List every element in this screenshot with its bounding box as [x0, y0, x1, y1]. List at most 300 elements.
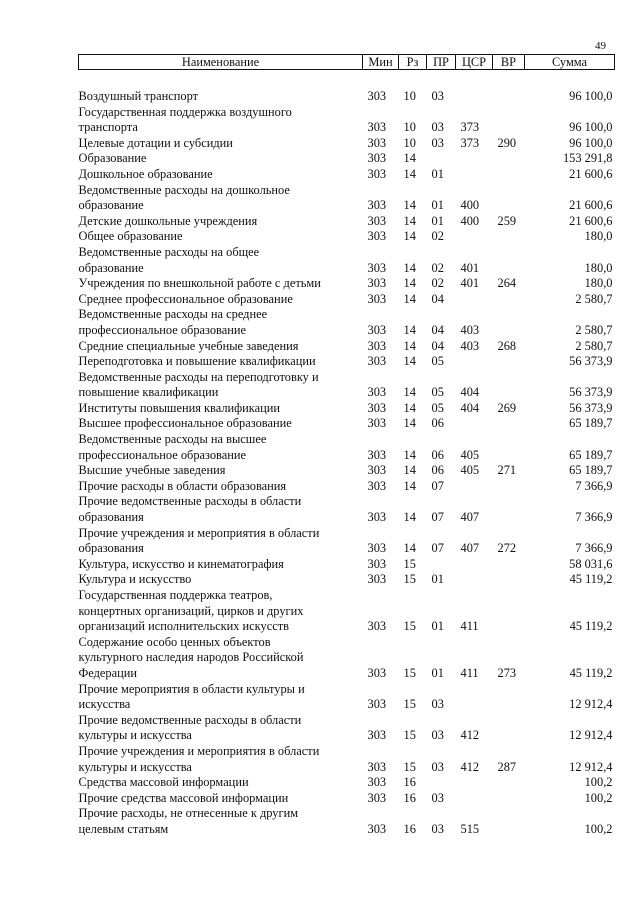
- cell-sum: 100,2: [584, 821, 613, 836]
- table-row: [79, 339, 615, 355]
- cell-sum: 65 189,7: [569, 447, 613, 462]
- cell-pr: 01: [431, 665, 444, 680]
- cell-pr: 03: [431, 790, 444, 805]
- name-line: Детские дошкольные учреждения: [78, 213, 258, 228]
- cell-sum: 56 373,9: [569, 400, 613, 415]
- table-row: [79, 479, 615, 495]
- cell-csr: [456, 682, 493, 713]
- cell-pr: 01: [431, 619, 444, 634]
- cell-sum: 96 100,0: [569, 120, 613, 135]
- cell-csr: 403: [460, 338, 480, 353]
- header-pr: ПР: [427, 55, 456, 70]
- cell-csr: [456, 791, 493, 807]
- cell-sum: 100,2: [584, 775, 613, 790]
- name-line: Прочие учреждения и мероприятия в области: [78, 743, 320, 758]
- cell-pr: [427, 775, 456, 791]
- cell-name: [79, 588, 363, 635]
- cell-vr: 272: [497, 541, 517, 556]
- table-row: [79, 151, 615, 167]
- cell-name: [79, 214, 363, 230]
- cell-vr: [493, 682, 525, 713]
- table-row: [79, 416, 615, 432]
- table-row: [79, 136, 615, 152]
- cell-pr: 04: [431, 291, 444, 306]
- table-row: [79, 245, 615, 276]
- cell-min: 303: [367, 790, 387, 805]
- cell-vr: 269: [497, 400, 517, 415]
- cell-name: [79, 183, 363, 214]
- cell-pr: [427, 151, 456, 167]
- name-line: Содержание особо ценных объектов: [78, 634, 271, 649]
- cell-rz: 14: [403, 463, 416, 478]
- cell-pr: 07: [431, 510, 444, 525]
- name-line: Ведомственные расходы на общее: [78, 244, 260, 259]
- cell-csr: [456, 354, 493, 370]
- cell-min: 303: [367, 416, 387, 431]
- cell-name: [79, 791, 363, 807]
- table-row: [79, 401, 615, 417]
- cell-csr: [456, 292, 493, 308]
- cell-pr: [427, 557, 456, 573]
- cell-vr: [493, 479, 525, 495]
- cell-rz: 14: [403, 229, 416, 244]
- cell-vr: [493, 572, 525, 588]
- cell-csr: [456, 416, 493, 432]
- cell-rz: 14: [403, 400, 416, 415]
- cell-name: [79, 276, 363, 292]
- cell-vr: 259: [497, 213, 517, 228]
- header-csr: ЦСР: [456, 55, 493, 70]
- table-row: [79, 806, 615, 837]
- name-line: Воздушный транспорт: [78, 89, 199, 103]
- cell-min: 303: [367, 665, 387, 680]
- cell-sum: 180,0: [584, 276, 613, 291]
- cell-rz: 14: [403, 338, 416, 353]
- cell-pr: 03: [431, 728, 444, 743]
- cell-sum: 21 600,6: [569, 213, 613, 228]
- table-row: [79, 276, 615, 292]
- cell-rz: 14: [403, 151, 416, 166]
- cell-pr: 07: [431, 541, 444, 556]
- cell-pr: 06: [431, 463, 444, 478]
- cell-rz: 14: [403, 385, 416, 400]
- name-line: Прочие учреждения и мероприятия в области: [78, 525, 320, 540]
- name-line: Прочие расходы в области образования: [78, 478, 287, 493]
- cell-vr: 271: [497, 463, 517, 478]
- cell-pr: 03: [431, 89, 444, 103]
- table-row: [79, 292, 615, 308]
- cell-min: 303: [367, 697, 387, 712]
- cell-rz: 14: [403, 166, 416, 181]
- cell-min: 303: [367, 229, 387, 244]
- cell-vr: [493, 245, 525, 276]
- cell-name: [79, 463, 363, 479]
- table-row: [79, 744, 615, 775]
- cell-rz: 15: [403, 697, 416, 712]
- cell-csr: 400: [460, 198, 480, 213]
- name-line: организаций исполнительских искусств: [78, 619, 289, 634]
- cell-csr: 405: [460, 447, 480, 462]
- cell-pr: 03: [431, 120, 444, 135]
- name-line: транспорта: [78, 120, 138, 135]
- cell-vr: [493, 307, 525, 338]
- cell-vr: [493, 105, 525, 136]
- cell-min: 303: [367, 338, 387, 353]
- cell-name: [79, 416, 363, 432]
- table-row: [79, 89, 615, 105]
- cell-min: 303: [367, 759, 387, 774]
- table-row: [79, 635, 615, 682]
- cell-rz: 14: [403, 291, 416, 306]
- cell-vr: [493, 354, 525, 370]
- cell-vr: [493, 775, 525, 791]
- cell-name: [79, 479, 363, 495]
- name-line: Ведомственные расходы на переподготовку и: [78, 369, 319, 384]
- header-vr: ВР: [493, 55, 525, 70]
- name-line: Ведомственные расходы на дошкольное: [78, 182, 290, 197]
- cell-rz: 14: [403, 260, 416, 275]
- table-row: [79, 370, 615, 401]
- cell-sum: 56 373,9: [569, 354, 613, 369]
- cell-vr: [493, 167, 525, 183]
- cell-rz: 16: [403, 790, 416, 805]
- cell-vr: [493, 432, 525, 463]
- name-line: культуры и искусства: [78, 728, 192, 743]
- cell-csr: 401: [460, 260, 480, 275]
- table-row: [79, 791, 615, 807]
- cell-min: 303: [367, 291, 387, 306]
- cell-name: [79, 136, 363, 152]
- table-body: [79, 70, 615, 838]
- cell-rz: 14: [403, 416, 416, 431]
- cell-csr: 411: [460, 665, 479, 680]
- name-line: целевым статьям: [78, 821, 169, 836]
- cell-sum: 21 600,6: [569, 166, 613, 181]
- cell-rz: 15: [403, 665, 416, 680]
- cell-name: [79, 682, 363, 713]
- cell-name: [79, 635, 363, 682]
- table-row: [79, 307, 615, 338]
- cell-csr: [456, 572, 493, 588]
- header-sum: Сумма: [525, 55, 615, 70]
- cell-rz: 14: [403, 510, 416, 525]
- cell-sum: 58 031,6: [569, 556, 613, 571]
- cell-csr: 373: [460, 120, 480, 135]
- cell-name: [79, 245, 363, 276]
- name-line: Средства массовой информации: [78, 775, 249, 790]
- cell-rz: 10: [403, 120, 416, 135]
- name-line: Прочие ведомственные расходы в области: [78, 712, 302, 727]
- table-row: [79, 588, 615, 635]
- cell-csr: 401: [460, 276, 480, 291]
- cell-min: 303: [367, 556, 387, 571]
- cell-min: 303: [367, 463, 387, 478]
- cell-name: [79, 105, 363, 136]
- table-row: [79, 167, 615, 183]
- name-line: Ведомственные расходы на высшее: [78, 432, 267, 447]
- cell-csr: 373: [460, 135, 480, 150]
- cell-pr: 01: [431, 166, 444, 181]
- cell-min: 303: [367, 89, 387, 103]
- name-line: Среднее профессиональное образование: [78, 291, 293, 306]
- name-line: Образование: [78, 151, 147, 166]
- name-line: Институты повышения квалификации: [78, 400, 281, 415]
- cell-csr: 404: [460, 385, 480, 400]
- budget-table: [78, 54, 615, 838]
- cell-min: 303: [367, 120, 387, 135]
- cell-csr: 400: [460, 213, 480, 228]
- page-number: 49: [595, 40, 606, 52]
- cell-name: [79, 401, 363, 417]
- cell-pr: 03: [431, 821, 444, 836]
- cell-vr: 287: [497, 759, 517, 774]
- cell-csr: [456, 479, 493, 495]
- table-row: [79, 432, 615, 463]
- table-row: [79, 354, 615, 370]
- cell-name: [79, 494, 363, 525]
- cell-csr: 407: [460, 541, 480, 556]
- cell-rz: 15: [403, 728, 416, 743]
- cell-name: [79, 370, 363, 401]
- cell-pr: 02: [431, 260, 444, 275]
- cell-min: 303: [367, 260, 387, 275]
- name-line: Дошкольное образование: [78, 166, 213, 181]
- cell-pr: 05: [431, 385, 444, 400]
- cell-csr: [456, 89, 493, 105]
- cell-rz: 16: [403, 821, 416, 836]
- cell-min: 303: [367, 775, 387, 790]
- cell-sum: 45 119,2: [569, 619, 613, 634]
- cell-pr: 01: [431, 198, 444, 213]
- cell-vr: [493, 89, 525, 105]
- cell-csr: 412: [460, 759, 480, 774]
- cell-vr: 264: [497, 276, 517, 291]
- cell-sum: 96 100,0: [569, 135, 613, 150]
- cell-csr: [456, 775, 493, 791]
- cell-sum: 7 366,9: [575, 510, 613, 525]
- name-line: Высшие учебные заведения: [78, 463, 226, 478]
- table-row: [79, 526, 615, 557]
- name-line: Государственная поддержка театров,: [78, 588, 273, 602]
- name-line: образования: [78, 510, 144, 525]
- header-gap-row: [79, 70, 615, 90]
- cell-vr: [493, 713, 525, 744]
- cell-rz: 14: [403, 276, 416, 291]
- cell-vr: [493, 791, 525, 807]
- cell-name: [79, 806, 363, 837]
- cell-csr: 404: [460, 400, 480, 415]
- cell-min: 303: [367, 728, 387, 743]
- cell-sum: 2 580,7: [575, 322, 613, 337]
- cell-min: 303: [367, 821, 387, 836]
- table-row: [79, 682, 615, 713]
- name-line: Высшее профессиональное образование: [78, 416, 292, 431]
- table-row: [79, 572, 615, 588]
- cell-rz: 14: [403, 354, 416, 369]
- cell-min: 303: [367, 541, 387, 556]
- cell-rz: 14: [403, 322, 416, 337]
- cell-pr: 07: [431, 478, 444, 493]
- cell-name: [79, 167, 363, 183]
- cell-csr: 403: [460, 322, 480, 337]
- name-line: образование: [78, 198, 144, 213]
- name-line: Прочие средства массовой информации: [78, 790, 289, 805]
- cell-min: 303: [367, 400, 387, 415]
- name-line: профессиональное образование: [78, 322, 246, 337]
- cell-name: [79, 526, 363, 557]
- name-line: культурного наследия народов Российской: [78, 650, 304, 665]
- cell-rz: 15: [403, 572, 416, 587]
- cell-rz: 14: [403, 478, 416, 493]
- name-line: Прочие расходы, не отнесенные к другим: [78, 806, 299, 821]
- cell-rz: 15: [403, 619, 416, 634]
- cell-name: [79, 151, 363, 167]
- name-line: Общее образование: [78, 229, 183, 244]
- cell-min: 303: [367, 478, 387, 493]
- cell-pr: 06: [431, 416, 444, 431]
- header-rz: Рз: [399, 55, 427, 70]
- cell-sum: 21 600,6: [569, 198, 613, 213]
- cell-name: [79, 292, 363, 308]
- cell-pr: 03: [431, 759, 444, 774]
- cell-pr: 01: [431, 572, 444, 587]
- name-line: Культура, искусство и кинематография: [78, 556, 284, 571]
- name-line: Прочие ведомственные расходы в области: [78, 494, 302, 509]
- name-line: концертных организаций, цирков и других: [78, 603, 304, 618]
- cell-name: [79, 744, 363, 775]
- cell-min: 303: [367, 135, 387, 150]
- cell-csr: 412: [460, 728, 480, 743]
- cell-pr: 06: [431, 447, 444, 462]
- name-line: Федерации: [78, 665, 138, 680]
- cell-name: [79, 354, 363, 370]
- cell-min: 303: [367, 385, 387, 400]
- name-line: профессиональное образование: [78, 447, 246, 462]
- cell-sum: 2 580,7: [575, 338, 613, 353]
- cell-min: 303: [367, 354, 387, 369]
- cell-pr: 04: [431, 322, 444, 337]
- cell-pr: 05: [431, 400, 444, 415]
- cell-pr: 04: [431, 338, 444, 353]
- cell-name: [79, 89, 363, 105]
- cell-pr: 02: [431, 276, 444, 291]
- cell-csr: 515: [460, 821, 480, 836]
- cell-vr: 268: [497, 338, 517, 353]
- name-line: Прочие мероприятия в области культуры и: [78, 681, 305, 696]
- cell-min: 303: [367, 276, 387, 291]
- header-name: Наименование: [79, 55, 363, 70]
- name-line: повышение квалификации: [78, 385, 219, 400]
- cell-vr: [493, 557, 525, 573]
- cell-csr: [456, 229, 493, 245]
- cell-vr: [493, 292, 525, 308]
- cell-sum: 2 580,7: [575, 291, 613, 306]
- cell-csr: [456, 167, 493, 183]
- cell-pr: 03: [431, 697, 444, 712]
- cell-sum: 12 912,4: [569, 759, 613, 774]
- cell-vr: [493, 494, 525, 525]
- table-row: [79, 229, 615, 245]
- name-line: Культура и искусство: [78, 572, 192, 587]
- cell-sum: 7 366,9: [575, 541, 613, 556]
- cell-sum: 96 100,0: [569, 89, 613, 103]
- header-min: Мин: [363, 55, 399, 70]
- cell-csr: 405: [460, 463, 480, 478]
- cell-vr: 273: [497, 665, 517, 680]
- cell-sum: 12 912,4: [569, 697, 613, 712]
- cell-rz: 10: [403, 135, 416, 150]
- cell-name: [79, 713, 363, 744]
- cell-rz: 14: [403, 198, 416, 213]
- cell-rz: 16: [403, 775, 416, 790]
- cell-sum: 56 373,9: [569, 385, 613, 400]
- cell-rz: 14: [403, 447, 416, 462]
- cell-sum: 12 912,4: [569, 728, 613, 743]
- cell-min: 303: [367, 198, 387, 213]
- cell-name: [79, 432, 363, 463]
- cell-csr: [456, 557, 493, 573]
- cell-name: [79, 557, 363, 573]
- cell-csr: 411: [460, 619, 479, 634]
- cell-vr: [493, 183, 525, 214]
- name-line: Ведомственные расходы на среднее: [78, 307, 268, 322]
- cell-min: 303: [367, 151, 387, 166]
- cell-sum: 7 366,9: [575, 478, 613, 493]
- cell-vr: [493, 588, 525, 635]
- cell-min: 303: [367, 572, 387, 587]
- cell-min: 303: [367, 619, 387, 634]
- name-line: образования: [78, 541, 144, 556]
- name-line: Переподготовка и повышение квалификации: [78, 354, 316, 369]
- name-line: Целевые дотации и субсидии: [78, 135, 233, 150]
- cell-rz: 15: [403, 556, 416, 571]
- cell-rz: 14: [403, 213, 416, 228]
- cell-min: 303: [367, 322, 387, 337]
- table-row: [79, 713, 615, 744]
- name-line: культуры и искусства: [78, 759, 192, 774]
- cell-rz: 15: [403, 759, 416, 774]
- cell-csr: [456, 151, 493, 167]
- name-line: образование: [78, 260, 144, 275]
- cell-name: [79, 572, 363, 588]
- cell-sum: 45 119,2: [569, 665, 613, 680]
- cell-name: [79, 307, 363, 338]
- name-line: Учреждения по внешкольной работе с детьми: [78, 276, 321, 291]
- cell-sum: 180,0: [584, 229, 613, 244]
- cell-vr: 290: [497, 135, 517, 150]
- cell-rz: 14: [403, 541, 416, 556]
- cell-sum: 153 291,8: [562, 151, 613, 166]
- table-row: [79, 183, 615, 214]
- cell-sum: 100,2: [584, 790, 613, 805]
- name-line: искусства: [78, 697, 131, 712]
- cell-pr: 03: [431, 135, 444, 150]
- cell-sum: 65 189,7: [569, 463, 613, 478]
- cell-min: 303: [367, 447, 387, 462]
- table-row: [79, 214, 615, 230]
- name-line: Государственная поддержка воздушного: [78, 104, 292, 119]
- cell-min: 303: [367, 213, 387, 228]
- cell-name: [79, 339, 363, 355]
- cell-pr: 05: [431, 354, 444, 369]
- table-header-row: [79, 55, 615, 70]
- name-line: Средние специальные учебные заведения: [78, 338, 299, 353]
- table-row: [79, 775, 615, 791]
- cell-vr: [493, 806, 525, 837]
- cell-csr: 407: [460, 510, 480, 525]
- cell-vr: [493, 229, 525, 245]
- cell-vr: [493, 416, 525, 432]
